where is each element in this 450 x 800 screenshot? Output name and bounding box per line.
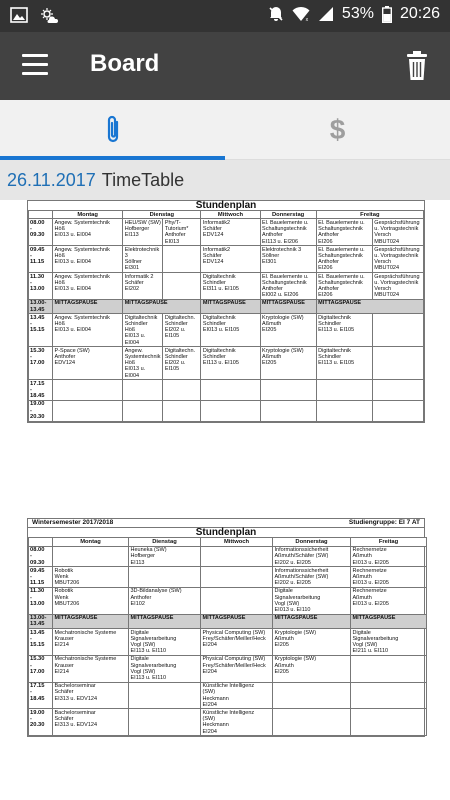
lecture-cell: Informatik2 Schäfer EDV124: [201, 246, 260, 273]
app-bar: [0, 32, 450, 100]
day-header: Freitag: [316, 211, 423, 219]
lunch-break-cell: MITTAGSPAUSE: [123, 299, 201, 313]
lecture-cell: Angew. Systemtechnik Höß EI013 u. EI004: [53, 246, 123, 273]
lecture-cell: Digitaltechnik Schindler EI311 u. EI105: [201, 273, 260, 300]
timetable-row: [29, 682, 427, 709]
signal-icon: [318, 6, 334, 22]
time-slot: 13.45 - 15.15: [29, 629, 53, 656]
timetable-row: [29, 246, 424, 273]
time-slot: 15.30 - 17.00: [29, 655, 53, 682]
app-title: Board: [90, 50, 160, 77]
pause-row: [29, 299, 424, 313]
timetable-row: [29, 629, 427, 656]
lecture-cell: [163, 400, 201, 421]
time-slot: 08.00 - 09.30: [29, 219, 53, 246]
day-header: Dienstag: [123, 211, 201, 219]
lecture-cell: [372, 380, 423, 401]
time-slot: 08.00 - 09.30: [29, 546, 53, 567]
lecture-cell: [260, 400, 316, 421]
timetable-row: [29, 273, 424, 300]
lunch-break-cell: MITTAGSPAUSE: [351, 614, 427, 628]
lecture-cell: Bachelorseminar Schäfer EI313 u. EDV124: [53, 682, 129, 709]
battery-icon: [382, 6, 392, 23]
timetable-sheet: [27, 518, 425, 737]
lunch-break-cell: MITTAGSPAUSE: [260, 299, 316, 313]
tab-bar: [0, 100, 450, 160]
lunch-break-cell: MITTAGSPAUSE: [201, 299, 260, 313]
lecture-cell: Gesprächsführung u. Vortragstechnik Versch MBUT024: [372, 273, 423, 300]
time-slot: 15.30 - 17.00: [29, 347, 53, 380]
lecture-cell: Digitaltechnik Schindler EI113 u. EI105: [316, 347, 372, 380]
timetable-row: [29, 567, 427, 588]
lecture-cell: Elektrotechnik 3 Söllner EI301: [123, 246, 163, 273]
lecture-cell: 3D-Bildanalyse (SW) Anthofer EI102: [129, 587, 201, 614]
lecture-cell: Informationssicherheit Aßmuth/Schäfer (SW) EI202 u. EI205: [273, 567, 351, 588]
lecture-cell: Kryptologie (SW) Aßmuth EI205: [260, 347, 316, 380]
lunch-break-cell: MITTAGSPAUSE: [129, 614, 201, 628]
trash-icon[interactable]: [406, 48, 428, 82]
timetable-row: [29, 380, 424, 401]
time-slot: 09.45 - 11.15: [29, 567, 53, 588]
day-header: Montag: [53, 211, 123, 219]
day-header: Freitag: [351, 538, 427, 546]
lecture-cell: [129, 709, 201, 736]
lecture-cell: [53, 546, 129, 567]
lecture-cell: Angew. Systemtechnik Höß EI013 u. EI004: [53, 273, 123, 300]
lecture-cell: P-Space (SW) Anthofer EDV124: [53, 347, 123, 380]
lecture-cell: [351, 682, 427, 709]
group-label: Studiengruppe: EI 7 AT: [348, 519, 420, 526]
time-slot: 13.00- 13.45: [29, 614, 53, 628]
lecture-cell: Robotik Wenk MBUT206: [53, 567, 129, 588]
time-slot: 11.30 - 13.00: [29, 587, 53, 614]
lunch-break-cell: MITTAGSPAUSE: [53, 299, 123, 313]
lecture-cell: Heuneka (SW) Hofberger EI113: [129, 546, 201, 567]
lecture-cell: Angew. Systemtechnik Höß EI013 u. EI004: [123, 347, 163, 380]
day-header: Mittwoch: [201, 211, 260, 219]
lecture-cell: Rechnernetze Aßmuth EI013 u. EI205: [351, 546, 427, 567]
lunch-break-cell: MITTAGSPAUSE: [316, 299, 423, 313]
time-slot: 09.45 - 11.15: [29, 246, 53, 273]
timetable-sheet: [27, 200, 425, 423]
time-slot: 13.45 - 15.15: [29, 314, 53, 347]
lecture-cell: Digitaltechnik Schindler EI113 u. EI105: [201, 347, 260, 380]
lecture-cell: Digitale Signalverarbeitung Vogl (SW) EI113 u. EI110: [129, 629, 201, 656]
time-slot: 13.00- 13.45: [29, 299, 53, 313]
lecture-cell: [123, 400, 163, 421]
timetable-row: [29, 219, 424, 246]
timetable-row: [29, 546, 427, 567]
lecture-cell: El. Bauelemente u. Schaltungstechnik Anthofer EI113 u. EI206: [260, 219, 316, 246]
timetable-table: [28, 537, 427, 736]
day-header: Dienstag: [129, 538, 201, 546]
battery-percentage: 53%: [341, 5, 374, 22]
lecture-cell: Digitale Signalverarbeitung Vogl (SW) EI113 u. EI110: [129, 655, 201, 682]
paperclip-icon: [103, 114, 123, 146]
timetable-date: 26.11.2017: [7, 169, 96, 190]
lecture-cell: Robotik Wenk MBUT206: [53, 587, 129, 614]
lecture-cell: [351, 709, 427, 736]
day-header: Montag: [53, 538, 129, 546]
timetable-row: [29, 347, 424, 380]
lecture-cell: Angew. Systemtechnik Höß EI013 u. EI004: [53, 314, 123, 347]
sheet-title: Stundenplan: [195, 527, 257, 539]
semester-label: Wintersemester 2017/2018: [32, 519, 114, 526]
lecture-cell: Digitaltechnik Schindler EI113 u. EI105: [316, 314, 372, 347]
pause-row: [29, 614, 427, 628]
weather-notification-icon: [40, 7, 58, 25]
day-header: Donnerstag: [273, 538, 351, 546]
lecture-cell: [201, 380, 260, 401]
lecture-cell: Digitaltechn. Schindler EI202 u. EI105: [163, 314, 201, 347]
lecture-cell: El. Bauelemente u. Schaltungstechnik Anthofer EI206: [316, 273, 372, 300]
lecture-cell: Informatik2 Schäfer EDV124: [201, 219, 260, 246]
lecture-cell: Bachelorseminar Schäfer EI313 u. EDV124: [53, 709, 129, 736]
time-slot: 19.00 - 20.30: [29, 400, 53, 421]
lecture-cell: [273, 709, 351, 736]
timetable-row: [29, 709, 427, 736]
lecture-cell: Rechnernetze Aßmuth EI013 u. EI205: [351, 587, 427, 614]
timetable-row: [29, 314, 424, 347]
clock: 20:26: [399, 5, 440, 22]
lecture-cell: [53, 400, 123, 421]
timetable-label: TimeTable: [101, 169, 185, 190]
menu-icon[interactable]: [22, 54, 48, 76]
day-header: Donnerstag: [260, 211, 316, 219]
lecture-cell: Physical Computing (SW) Frey/Schäfer/Meiller/Heck EI204: [201, 629, 273, 656]
lecture-cell: [316, 380, 372, 401]
lecture-cell: [53, 380, 123, 401]
lecture-cell: Kryptologie (SW) Aßmuth EI205: [273, 655, 351, 682]
lecture-cell: Digitaltechnik Schindler Höß EI013 u. EI004: [123, 314, 163, 347]
lecture-cell: Rechnernetze Aßmuth EI013 u. EI205: [351, 567, 427, 588]
lecture-cell: [316, 400, 372, 421]
time-header: [29, 211, 53, 219]
lecture-cell: Phy/T-Tutorium* Anthofer EI013: [163, 219, 201, 246]
day-header: Mittwoch: [201, 538, 273, 546]
svg-text:x: x: [305, 17, 309, 22]
lecture-cell: Elektrotechnik 3 Söllner EI301: [260, 246, 316, 273]
lecture-cell: Digitaltechnik Schindler EI013 u. EI105: [201, 314, 260, 347]
lunch-break-cell: MITTAGSPAUSE: [53, 614, 129, 628]
lecture-cell: Kryptologie (SW) Aßmuth EI205: [273, 629, 351, 656]
lecture-cell: [163, 380, 201, 401]
dollar-icon: $: [329, 114, 346, 145]
lunch-break-cell: MITTAGSPAUSE: [201, 614, 273, 628]
lecture-cell: Gesprächsführung u. Vortragstechnik Versch MBUT024: [372, 246, 423, 273]
timetable-heading: [0, 160, 450, 200]
timetable-row: [29, 587, 427, 614]
mute-icon: [268, 6, 284, 22]
timetable-row: [29, 400, 424, 421]
tab-attachments[interactable]: [0, 100, 225, 160]
time-slot: 17.15 - 18.45: [29, 682, 53, 709]
lecture-cell: [129, 682, 201, 709]
lecture-cell: Künstliche Intelligenz (SW) Heckmann EI204: [201, 682, 273, 709]
timetable-content[interactable]: [0, 200, 450, 800]
lecture-cell: Gesprächsführung u. Vortragstechnik Versch MBUT024: [372, 219, 423, 246]
tab-payments[interactable]: [225, 100, 450, 160]
lecture-cell: Informationssicherheit Aßmuth/Schäfer (SW) EI202 u. EI205: [273, 546, 351, 567]
lecture-cell: [201, 587, 273, 614]
lecture-cell: [372, 347, 423, 380]
lecture-cell: [201, 400, 260, 421]
lecture-cell: Kryptologie (SW) Aßmuth EI205: [260, 314, 316, 347]
wifi-icon: [292, 6, 310, 22]
lecture-cell: [260, 380, 316, 401]
lecture-cell: Mechatronische Systeme Krauser EI214: [53, 655, 129, 682]
lecture-cell: [163, 246, 201, 273]
lecture-cell: Digitaltechn. Schindler EI202 u. EI105: [163, 347, 201, 380]
lecture-cell: Physical Computing (SW) Frey/Schäfer/Meiller/Heck EI204: [201, 655, 273, 682]
lecture-cell: HEU/SW (SW) Hofberger EI113: [123, 219, 163, 246]
sheet-title: Stundenplan: [195, 200, 257, 211]
lunch-break-cell: MITTAGSPAUSE: [273, 614, 351, 628]
lecture-cell: [372, 400, 423, 421]
lecture-cell: Angew. Systemtechnik Höß EI013 u. EI004: [53, 219, 123, 246]
lecture-cell: [273, 682, 351, 709]
lecture-cell: [123, 380, 163, 401]
status-bar: [0, 0, 450, 32]
timetable-row: [29, 655, 427, 682]
lecture-cell: El. Bauelemente u. Schaltungstechnik Anthofer EI206: [316, 219, 372, 246]
time-slot: 19.00 - 20.30: [29, 709, 53, 736]
lecture-cell: Künstliche Intelligenz (SW) Heckmann EI204: [201, 709, 273, 736]
lecture-cell: El. Bauelemente u. Schaltungstechnik Anthofer EI206: [316, 246, 372, 273]
timetable-table: [28, 210, 424, 421]
lecture-cell: [163, 273, 201, 300]
gallery-notification-icon: [10, 7, 28, 23]
lecture-cell: Digitale Signalverarbeitung Vogl (SW) EI013 u. EI110: [273, 587, 351, 614]
lecture-cell: El. Bauelemente u. Schaltungstechnik Anthofer EI002 u. EI206: [260, 273, 316, 300]
lecture-cell: [351, 655, 427, 682]
lecture-cell: [201, 546, 273, 567]
lecture-cell: [201, 567, 273, 588]
time-slot: 11.30 - 13.00: [29, 273, 53, 300]
lecture-cell: [372, 314, 423, 347]
lecture-cell: Digitale Signalverarbeitung Vogl (SW) EI211 u. EI110: [351, 629, 427, 656]
lecture-cell: Informatik 2 Schäfer EI202: [123, 273, 163, 300]
lecture-cell: Mechatronische Systeme Krauser EI214: [53, 629, 129, 656]
lecture-cell: [129, 567, 201, 588]
time-slot: 17.15 - 18.45: [29, 380, 53, 401]
time-header: [29, 538, 53, 546]
